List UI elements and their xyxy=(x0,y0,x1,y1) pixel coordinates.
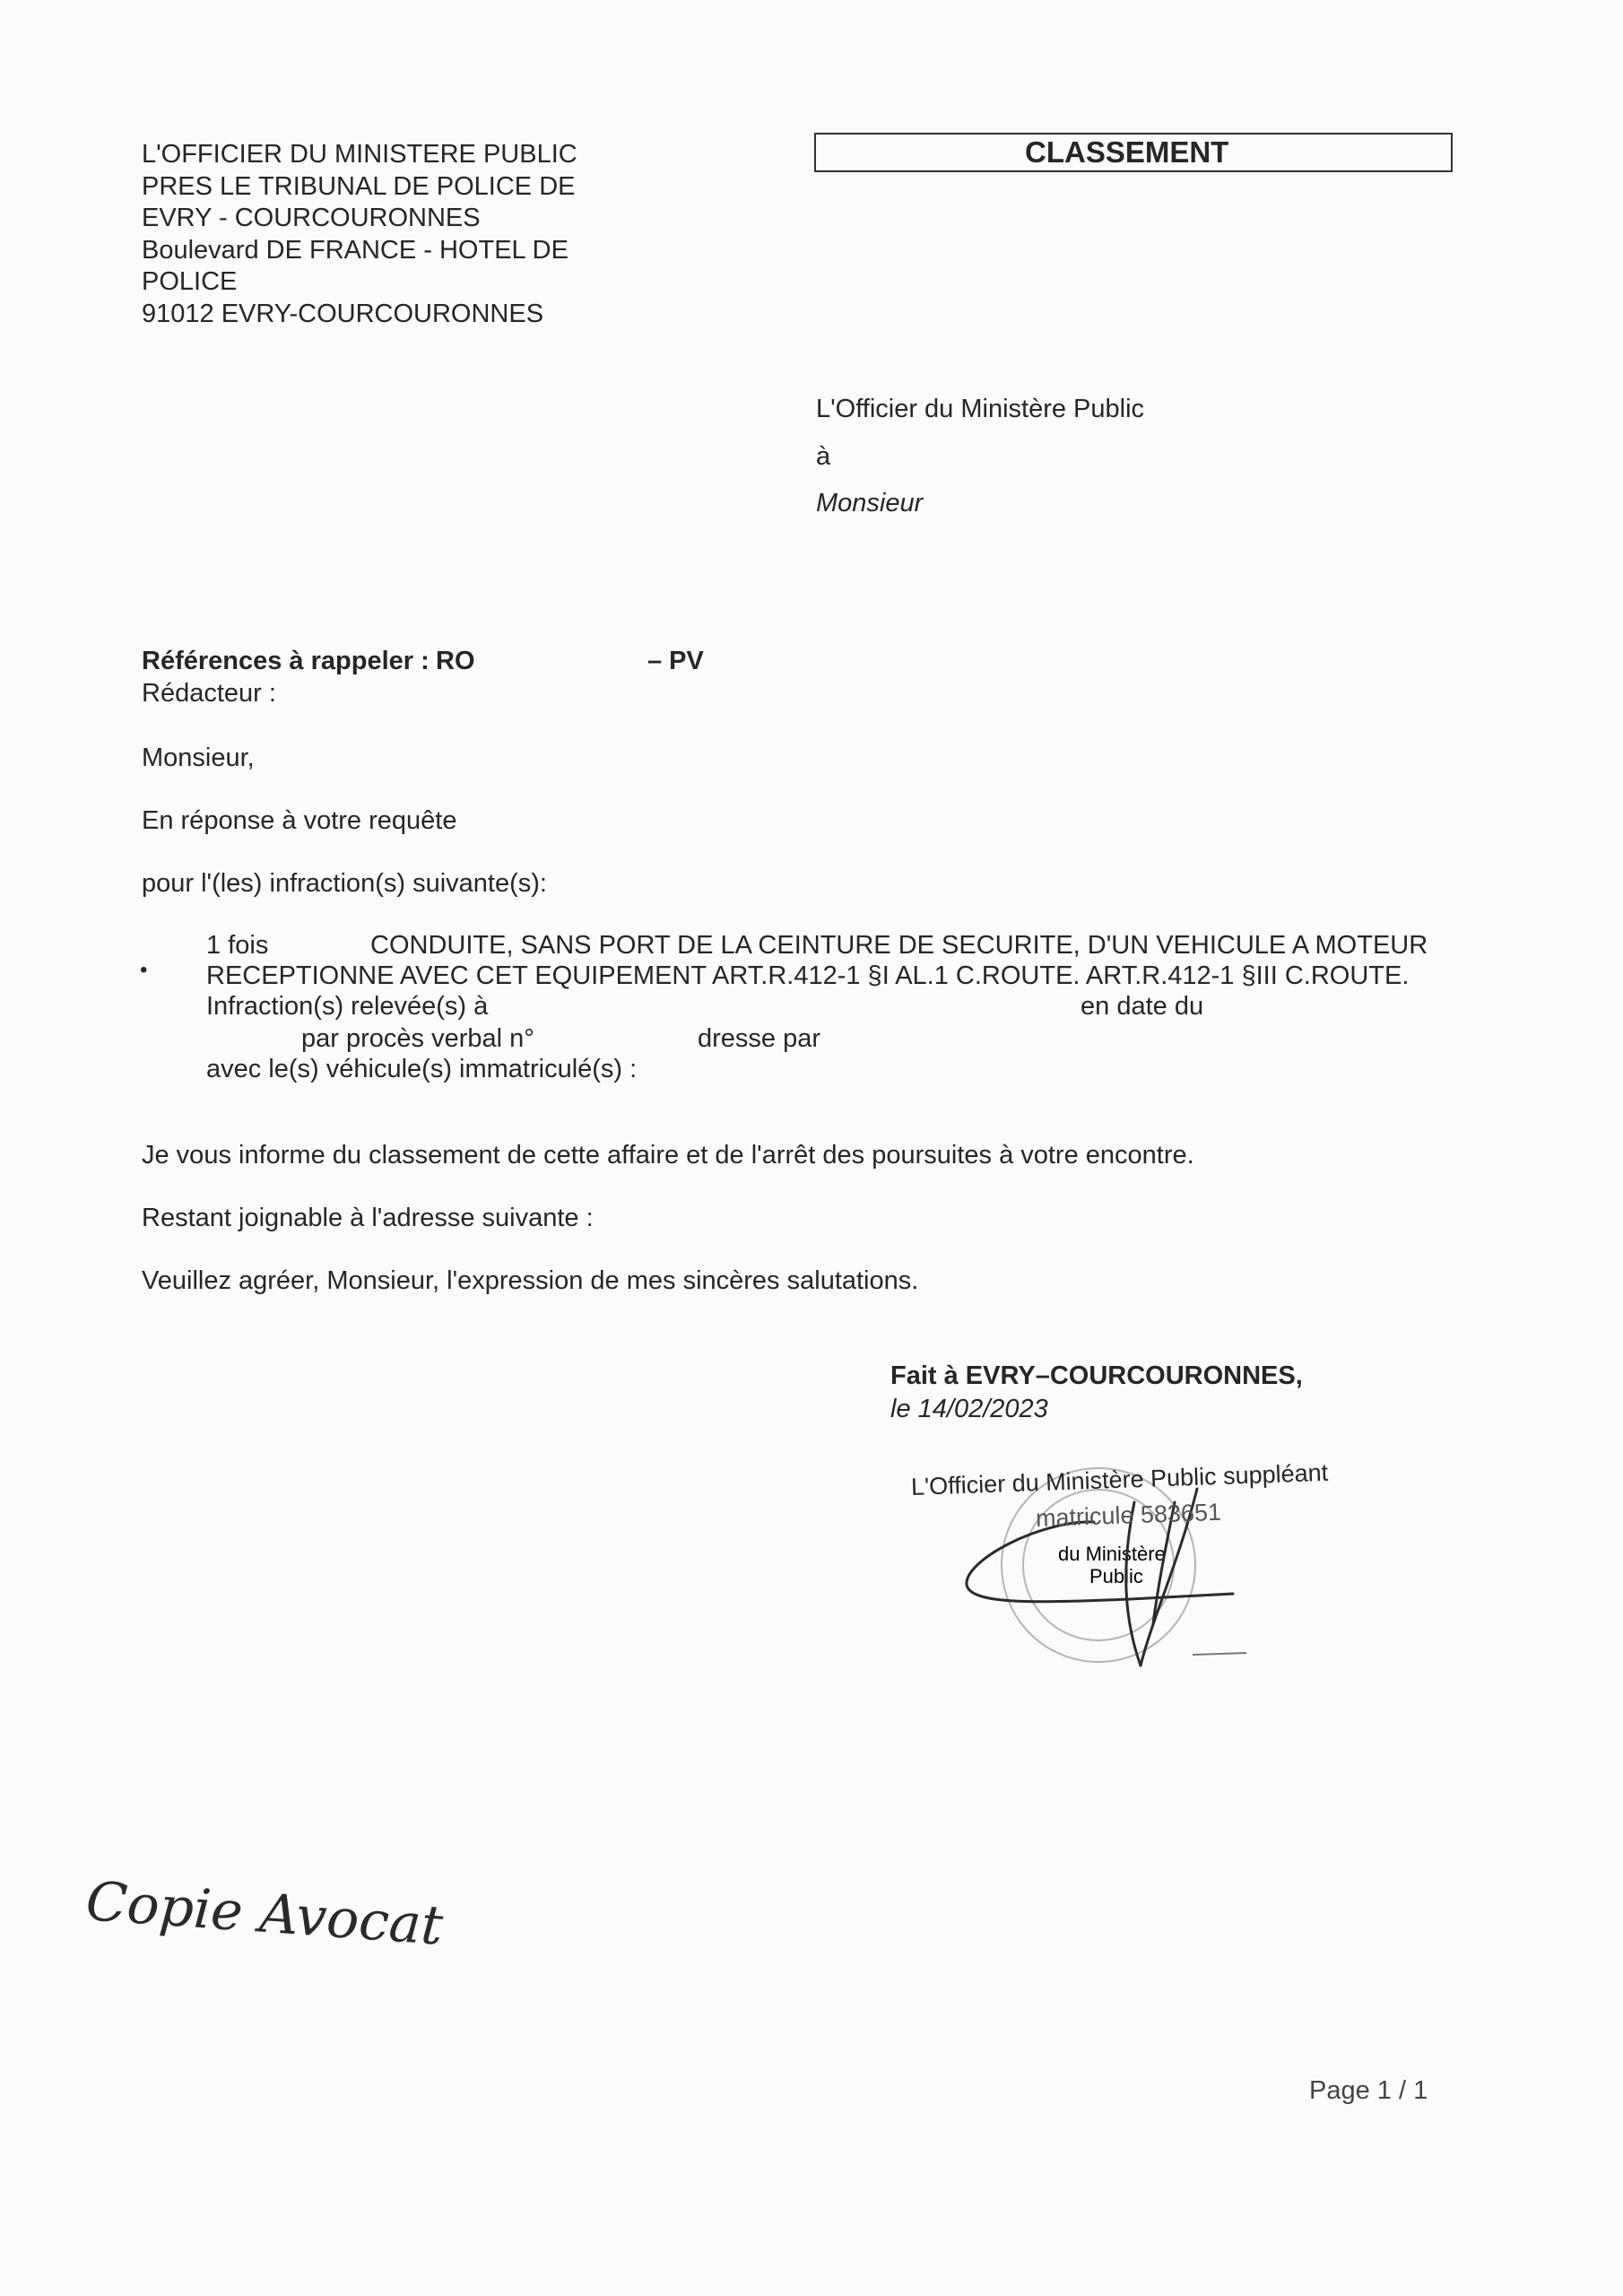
recipient-to: à xyxy=(816,442,831,471)
infraction-line-1: CONDUITE, SANS PORT DE LA CEINTURE DE SECURITE, D'UN VEHICULE A MOTEUR xyxy=(370,931,1428,960)
infraction-dresse: dresse par xyxy=(698,1024,821,1053)
infractions-label: pour l'(les) infraction(s) suivante(s): xyxy=(142,869,547,898)
document-title: CLASSEMENT xyxy=(1025,135,1229,169)
infraction-pv-num: par procès verbal n° xyxy=(301,1024,534,1053)
sender-line: L'OFFICIER DU MINISTERE PUBLIC xyxy=(142,140,577,169)
infraction-en-date: en date du xyxy=(1081,992,1204,1021)
sender-line: PRES LE TRIBUNAL DE POLICE DE xyxy=(142,171,576,201)
recipient-from: L'Officier du Ministère Public xyxy=(816,395,1145,423)
intro-text: En réponse à votre requête xyxy=(142,806,457,835)
references-ro: RO xyxy=(436,647,475,675)
signature-officer: L'Officier du Ministère Public suppléant xyxy=(910,1458,1329,1500)
closing-text: Veuillez agréer, Monsieur, l'expression de mes sincères salutations. xyxy=(142,1266,919,1295)
signature-matricule: matricule 583651 xyxy=(1035,1498,1222,1532)
classement-text: Je vous informe du classement de cette affaire et de l'arrêt des poursuites à votre encontre. xyxy=(142,1141,1194,1170)
sender-address xyxy=(142,139,577,330)
signature-place: Fait à EVRY–COURCOURONNES, xyxy=(890,1361,1303,1390)
bullet-icon: • xyxy=(140,958,148,982)
references-pv: – PV xyxy=(647,647,704,675)
sender-line: POLICE xyxy=(142,267,238,296)
infraction-line-2: RECEPTIONNE AVEC CET EQUIPEMENT ART.R.412-1 §I AL.1 C.ROUTE. ART.R.412-1 §III C.ROUTE. xyxy=(206,961,1410,990)
joignable-text: Restant joignable à l'adresse suivante : xyxy=(142,1204,594,1232)
references-label: Références à rappeler : xyxy=(142,647,430,675)
infraction-vehicule: avec le(s) véhicule(s) immatriculé(s) : xyxy=(206,1055,638,1083)
redacteur-label: Rédacteur : xyxy=(142,679,276,708)
sender-line: Boulevard DE FRANCE - HOTEL DE xyxy=(142,235,568,265)
infraction-count: 1 fois xyxy=(206,931,269,960)
salutation: Monsieur, xyxy=(142,744,255,772)
signature-flourish xyxy=(1193,1653,1246,1655)
stamp-line-2: Public xyxy=(1089,1565,1143,1587)
signature-date: le 14/02/2023 xyxy=(890,1395,1048,1423)
sender-line: EVRY - COURCOURONNES xyxy=(142,204,481,232)
recipient-name: Monsieur xyxy=(816,489,924,517)
infraction-releve: Infraction(s) relevée(s) à xyxy=(206,992,489,1021)
page-number: Page 1 / 1 xyxy=(1309,2076,1428,2105)
sender-line: 91012 EVRY-COURCOURONNES xyxy=(142,299,544,328)
handwritten-note: Copie Avocat xyxy=(83,1870,446,1958)
stamp-line-1: du Ministère xyxy=(1058,1543,1166,1565)
